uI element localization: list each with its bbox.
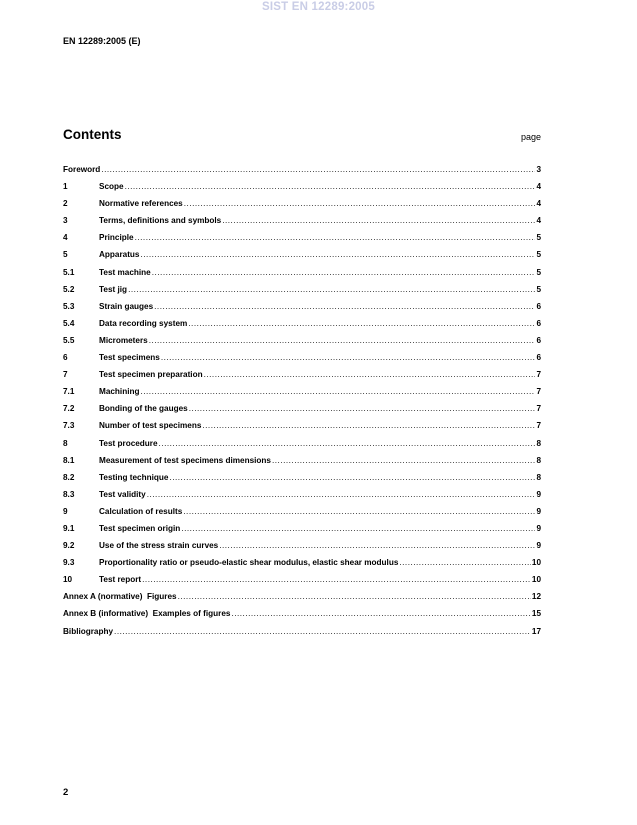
toc-entry-title: Terms, definitions and symbols <box>99 216 222 226</box>
toc-entry-page: 6 <box>536 301 541 311</box>
toc-entry-page: 10 <box>531 558 541 568</box>
table-of-contents <box>63 164 541 643</box>
toc-entry-title: Normative references <box>99 199 183 209</box>
toc-entry[interactable] <box>63 249 541 266</box>
toc-entry[interactable] <box>63 523 541 540</box>
toc-leader-dots <box>149 335 536 347</box>
toc-entry-number: 5.2 <box>63 284 75 294</box>
toc-leader-dots <box>189 403 536 415</box>
document-id: EN 12289:2005 (E) <box>63 36 141 46</box>
toc-entry-title: Annex B (informative) Examples of figures <box>63 609 231 619</box>
toc-entry[interactable] <box>63 352 541 369</box>
toc-entry-page: 5 <box>536 250 541 260</box>
page-number: 2 <box>63 787 69 798</box>
toc-entry[interactable] <box>63 198 541 215</box>
toc-entry-foreword[interactable] <box>63 164 541 181</box>
contents-title: Contents <box>63 127 122 142</box>
toc-entry-page: 8 <box>536 438 541 448</box>
toc-entry-page: 17 <box>531 626 541 636</box>
toc-entry-page: 5 <box>536 233 541 243</box>
toc-entry[interactable] <box>63 181 541 198</box>
toc-entry-page: 8 <box>536 455 541 465</box>
toc-entry-title: Foreword <box>63 165 101 174</box>
toc-entry-title: Machining <box>99 387 140 397</box>
toc-leader-dots <box>125 181 536 193</box>
toc-entry-number: 9.3 <box>63 558 75 568</box>
watermark: SIST EN 12289:2005 <box>262 1 375 13</box>
toc-entry-page: 6 <box>536 335 541 345</box>
toc-entry-number: 7.3 <box>63 421 75 431</box>
toc-entry-number: 7.2 <box>63 404 75 414</box>
toc-entry-title: Test specimens <box>99 353 160 363</box>
toc-entry-number: 5 <box>63 250 68 260</box>
toc-entry[interactable] <box>63 369 541 386</box>
toc-entry-number: 8.2 <box>63 472 75 482</box>
toc-entry-title: Data recording system <box>99 318 188 328</box>
toc-entry-page: 8 <box>536 472 541 482</box>
toc-leader-dots <box>222 215 535 227</box>
toc-entry-title: Test report <box>99 575 142 585</box>
toc-entry[interactable] <box>63 455 541 472</box>
toc-entry-title: Bibliography <box>63 626 114 636</box>
toc-entry-number: 8.3 <box>63 489 75 499</box>
toc-entry-number: 8 <box>63 438 68 448</box>
toc-entry-number: 7 <box>63 370 68 380</box>
toc-entry-number: 5.4 <box>63 318 75 328</box>
toc-entry-title: Test specimen origin <box>99 523 181 533</box>
page-column-label: page <box>520 132 541 142</box>
toc-entry-title: Calculation of results <box>99 506 183 516</box>
toc-leader-dots <box>202 420 535 432</box>
toc-entry-number: 2 <box>63 199 68 209</box>
toc-entry[interactable] <box>63 540 541 557</box>
toc-entry[interactable] <box>63 318 541 335</box>
toc-leader-dots <box>169 472 535 484</box>
toc-entry-number: 9 <box>63 506 68 516</box>
toc-entry-title: Test procedure <box>99 438 158 448</box>
toc-entry-page: 9 <box>536 489 541 499</box>
toc-entry-page: 7 <box>536 404 541 414</box>
toc-leader-dots <box>159 438 536 450</box>
toc-entry-number: 8.1 <box>63 455 75 465</box>
toc-leader-dots <box>181 523 535 535</box>
toc-entry-title: Test validity <box>99 489 146 499</box>
toc-leader-dots <box>128 284 535 296</box>
toc-leader-dots <box>141 249 536 261</box>
toc-leader-dots <box>154 301 535 313</box>
toc-entry-title: Proportionality ratio or pseudo-elastic shear modulus, elastic shear modulus <box>99 558 399 568</box>
toc-entry-page: 5 <box>536 267 541 277</box>
toc-entry-number: 5.1 <box>63 267 75 277</box>
toc-entry-title: Scope <box>99 182 124 192</box>
toc-entry-bibliography[interactable] <box>63 626 541 643</box>
toc-entry-number: 5.3 <box>63 301 75 311</box>
toc-entry-page: 9 <box>536 506 541 516</box>
toc-leader-dots <box>188 318 535 330</box>
toc-entry[interactable] <box>63 335 541 352</box>
toc-entry-number: 4 <box>63 233 68 243</box>
toc-entry-title: Use of the stress strain curves <box>99 541 219 551</box>
toc-entry[interactable] <box>63 557 541 574</box>
toc-entry-page: 4 <box>536 182 541 192</box>
toc-entry-title: Test specimen preparation <box>99 370 203 380</box>
toc-entry-title: Test machine <box>99 267 151 277</box>
toc-leader-dots <box>140 386 535 398</box>
toc-entry[interactable] <box>63 386 541 403</box>
toc-entry-page: 4 <box>536 216 541 226</box>
toc-entry-page: 7 <box>536 387 541 397</box>
toc-entry-page: 6 <box>536 318 541 328</box>
toc-leader-dots <box>101 164 535 176</box>
toc-leader-dots <box>142 574 531 586</box>
toc-entry[interactable] <box>63 438 541 455</box>
toc-entry-page: 10 <box>531 575 541 585</box>
toc-entry-page: 4 <box>536 199 541 209</box>
toc-entry-number: 1 <box>63 182 68 192</box>
toc-leader-dots <box>178 591 531 603</box>
toc-entry-title: Test jig <box>99 284 128 294</box>
toc-entry-title: Apparatus <box>99 250 140 260</box>
toc-entry[interactable] <box>63 420 541 437</box>
toc-entry-title: Principle <box>99 233 134 243</box>
toc-entry-page: 15 <box>531 609 541 619</box>
toc-entry[interactable] <box>63 232 541 249</box>
toc-entry[interactable] <box>63 506 541 523</box>
toc-entry-title: Testing technique <box>99 472 169 482</box>
toc-entry-page: 12 <box>531 592 541 602</box>
toc-leader-dots <box>231 608 530 620</box>
toc-entry-page: 7 <box>536 370 541 380</box>
toc-entry[interactable] <box>63 301 541 318</box>
toc-leader-dots <box>161 352 536 364</box>
toc-leader-dots <box>114 626 531 638</box>
toc-leader-dots <box>399 557 531 569</box>
toc-entry-number: 3 <box>63 216 68 226</box>
toc-entry[interactable] <box>63 284 541 301</box>
toc-entry-title: Annex A (normative) Figures <box>63 592 177 602</box>
toc-entry-page: 7 <box>536 421 541 431</box>
toc-entry-page: 9 <box>536 523 541 533</box>
toc-leader-dots <box>272 455 535 467</box>
toc-leader-dots <box>183 506 535 518</box>
toc-entry-number: 7.1 <box>63 387 75 397</box>
toc-leader-dots <box>135 232 536 244</box>
toc-leader-dots <box>219 540 535 552</box>
toc-entry-title: Micrometers <box>99 335 148 345</box>
toc-entry-number: 9.1 <box>63 523 75 533</box>
toc-entry-title: Measurement of test specimens dimensions <box>99 455 271 465</box>
toc-entry-number: 6 <box>63 353 68 363</box>
toc-entry-number: 10 <box>63 575 73 585</box>
toc-entry[interactable] <box>63 574 541 591</box>
toc-entry-title: Bonding of the gauges <box>99 404 188 414</box>
toc-entry[interactable] <box>63 489 541 506</box>
toc-entry[interactable] <box>63 215 541 232</box>
toc-leader-dots <box>147 489 536 501</box>
toc-entry-title: Number of test specimens <box>99 421 202 431</box>
toc-entry-annex-a[interactable] <box>63 591 541 608</box>
toc-entry-annex-b[interactable] <box>63 608 541 625</box>
toc-entry[interactable] <box>63 472 541 489</box>
toc-entry-number: 9.2 <box>63 541 75 551</box>
toc-entry[interactable] <box>63 403 541 420</box>
toc-entry[interactable] <box>63 267 541 284</box>
toc-leader-dots <box>204 369 536 381</box>
toc-entry-number: 5.5 <box>63 335 75 345</box>
toc-leader-dots <box>184 198 536 210</box>
toc-entry-page: 5 <box>536 284 541 294</box>
toc-entry-title: Strain gauges <box>99 301 154 311</box>
toc-entry-page: 3 <box>536 165 541 174</box>
toc-entry-page: 9 <box>536 541 541 551</box>
toc-leader-dots <box>152 267 536 279</box>
toc-entry-page: 6 <box>536 353 541 363</box>
